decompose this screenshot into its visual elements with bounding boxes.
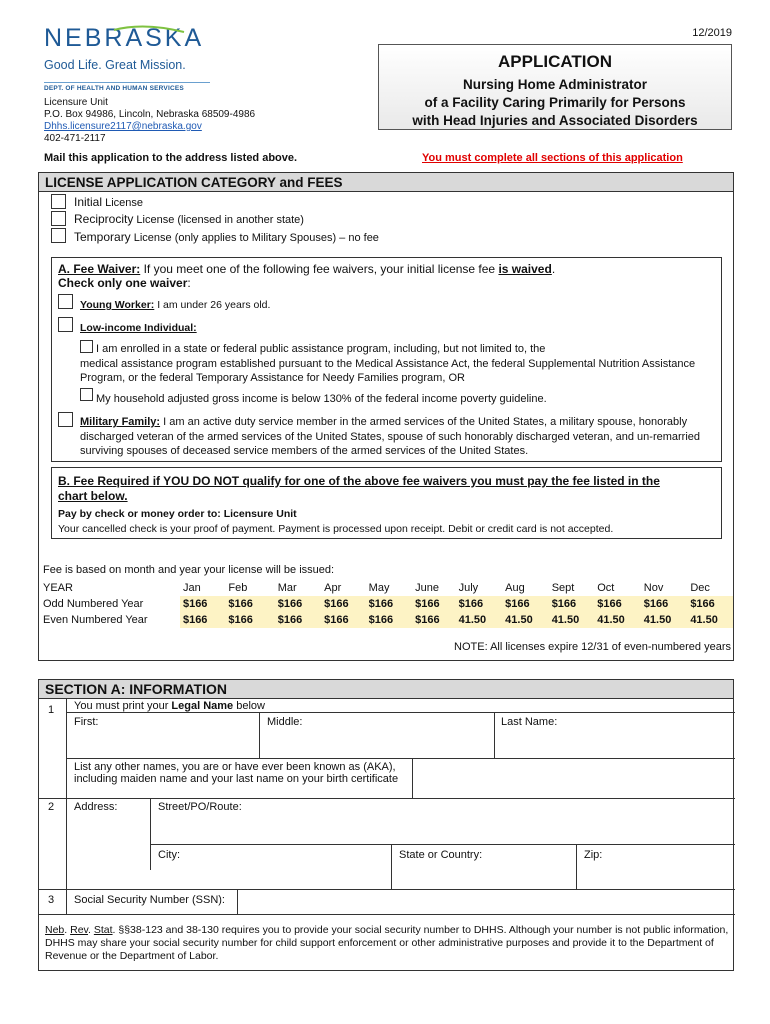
item-number-2: 2 bbox=[48, 801, 55, 813]
license-category-section bbox=[38, 172, 734, 661]
item-number-1: 1 bbox=[48, 704, 55, 716]
fee-cell: $166 bbox=[594, 596, 641, 612]
fee-cell: $166 bbox=[366, 596, 412, 612]
fee-cell: $166 bbox=[275, 612, 321, 628]
cell-divider bbox=[576, 844, 577, 889]
assistance-program-text-1: I am enrolled in a state or federal public assistance program, including, but not limited to, the bbox=[96, 343, 546, 355]
reciprocity-license-label: Reciprocity License (licensed in another state) bbox=[74, 212, 304, 226]
fee-cell: 41.50 bbox=[687, 612, 733, 628]
fee-table-header-row bbox=[39, 580, 733, 596]
fee-waiver-box bbox=[51, 257, 722, 462]
aka-label: List any other names, you are or have ever been known as (AKA), including maiden name and your last name on your birth certificate bbox=[74, 761, 399, 785]
legal-name-instruction: You must print your Legal Name below bbox=[74, 700, 265, 712]
payment-proof-note: Your cancelled check is your proof of payment. Payment is processed upon receipt. Debit or credit card is not accepted. bbox=[58, 523, 614, 535]
young-worker-label: Young Worker: I am under 26 years old. bbox=[80, 299, 271, 311]
year-header: YEAR bbox=[43, 582, 73, 594]
assistance-program-checkbox[interactable] bbox=[80, 340, 93, 353]
month-header: Dec bbox=[690, 582, 710, 594]
assistance-program-text-3: Program, or the federal Temporary Assistance for Needy Families program, OR bbox=[80, 372, 465, 384]
month-header: Oct bbox=[597, 582, 615, 594]
month-header: Aug bbox=[505, 582, 525, 594]
subtitle-line-2: of a Facility Caring Primarily for Persons bbox=[424, 95, 686, 110]
fee-cell: $166 bbox=[502, 596, 549, 612]
fee-cell: $166 bbox=[275, 596, 321, 612]
cell-divider bbox=[494, 712, 495, 758]
fee-cell: $166 bbox=[225, 596, 274, 612]
row-divider bbox=[66, 758, 735, 759]
fee-cell: 41.50 bbox=[549, 612, 595, 628]
odd-year-label: Odd Numbered Year bbox=[43, 598, 144, 610]
form-date: 12/2019 bbox=[692, 27, 732, 39]
must-complete-note: You must complete all sections of this application bbox=[422, 152, 683, 164]
number-column-divider bbox=[66, 699, 67, 914]
email-link[interactable]: Dhhs.licensure2117@nebraska.gov bbox=[44, 121, 202, 132]
middle-name-label: Middle: bbox=[267, 716, 303, 728]
fee-required-title: B. Fee Required if YOU DO NOT qualify for one of the above fee waivers you must pay the fee listed in the chart below. bbox=[58, 474, 660, 503]
month-header: Apr bbox=[324, 582, 342, 594]
fee-cell: $166 bbox=[180, 612, 225, 628]
fee-cell: $166 bbox=[225, 612, 274, 628]
first-name-label: First: bbox=[74, 716, 99, 728]
month-header: July bbox=[458, 582, 479, 594]
fee-cell: $166 bbox=[180, 596, 225, 612]
ssn-label: Social Security Number (SSN): bbox=[74, 894, 225, 906]
phone: 402-471-2117 bbox=[44, 133, 106, 144]
fee-cell: $166 bbox=[412, 612, 456, 628]
fee-cell: $166 bbox=[321, 612, 366, 628]
month-header: June bbox=[415, 582, 439, 594]
fee-cell: $166 bbox=[687, 596, 733, 612]
cell-divider bbox=[259, 712, 260, 758]
state-label: State or Country: bbox=[399, 849, 483, 861]
odd-year-row bbox=[39, 596, 733, 612]
fee-cell: 41.50 bbox=[594, 612, 641, 628]
nebraska-logo: NEBRASKA bbox=[44, 24, 205, 52]
cell-divider bbox=[237, 889, 238, 914]
assistance-program-text-2: medical assistance program established pursuant to the Medical Assistance Act, the federal Supplemental Nutrition Assistance bbox=[80, 358, 696, 370]
household-income-text: My household adjusted gross income is below 130% of the federal income poverty guideline. bbox=[96, 393, 547, 405]
last-name-label: Last Name: bbox=[501, 716, 558, 728]
month-header: Feb bbox=[228, 582, 248, 594]
item-number-3: 3 bbox=[48, 894, 55, 906]
fee-required-box bbox=[51, 467, 722, 539]
subtitle-line-1: Nursing Home Administrator bbox=[462, 77, 648, 92]
military-family-text-3: surviving spouses of deceased service members of the armed services of the United States. bbox=[80, 445, 529, 457]
household-income-checkbox[interactable] bbox=[80, 388, 93, 401]
military-family-text-2: discharged veteran of the armed services of the United States, spouse of such honorably discharged veteran, and un-remarried bbox=[80, 431, 701, 443]
street-label: Street/PO/Route: bbox=[158, 801, 242, 813]
military-family-text-1: Military Family: I am an active duty service member in the armed services of the United States, a military spouse, honorably bbox=[80, 416, 688, 428]
application-subtitle bbox=[379, 76, 731, 130]
po-box: P.O. Box 94986, Lincoln, Nebraska 68509-4986 bbox=[44, 109, 256, 120]
tagline: Good Life. Great Mission. bbox=[44, 58, 186, 72]
low-income-checkbox[interactable] bbox=[58, 317, 73, 332]
check-one-waiver: Check only one waiver: bbox=[58, 276, 191, 290]
even-year-label: Even Numbered Year bbox=[43, 614, 148, 626]
application-title: APPLICATION bbox=[498, 52, 612, 71]
section-a-information bbox=[38, 679, 734, 971]
fee-waiver-intro: A. Fee Waiver: If you meet one of the following fee waivers, your initial license fee is waived. bbox=[58, 262, 556, 276]
row-divider bbox=[150, 844, 735, 845]
section-a-heading: SECTION A: INFORMATION bbox=[39, 680, 733, 699]
reciprocity-license-checkbox[interactable] bbox=[51, 211, 66, 226]
initial-license-label: Initial License bbox=[74, 195, 143, 209]
pay-instructions: Pay by check or money order to: Licensure Unit bbox=[58, 508, 297, 520]
fee-cell: 41.50 bbox=[456, 612, 503, 628]
month-header: Nov bbox=[643, 582, 664, 594]
fee-cell: $166 bbox=[366, 612, 412, 628]
mailing-address bbox=[44, 97, 255, 145]
fee-cell: $166 bbox=[549, 596, 595, 612]
row-divider bbox=[66, 712, 735, 713]
unit-name: Licensure Unit bbox=[44, 97, 108, 108]
application-title-box bbox=[378, 44, 732, 130]
fee-cell: $166 bbox=[641, 596, 688, 612]
young-worker-checkbox[interactable] bbox=[58, 294, 73, 309]
fee-cell: 41.50 bbox=[641, 612, 688, 628]
fee-cell: $166 bbox=[456, 596, 503, 612]
mail-note: Mail this application to the address listed above. bbox=[44, 152, 298, 164]
cell-divider bbox=[150, 798, 151, 870]
address-label: Address: bbox=[74, 801, 118, 813]
ssn-statute-notice: Neb. Rev. Stat. §§38-123 and 38-130 requires you to provide your social security number to DHHS. Although your number is not public information, DHHS may share your social security number for child support enforcement or other administrative purposes and provide it to the Department of Revenue or the Department of Labor. bbox=[45, 924, 729, 962]
military-family-checkbox[interactable] bbox=[58, 412, 73, 427]
month-header: Sept bbox=[551, 582, 575, 594]
month-header: Jan bbox=[182, 582, 201, 594]
subtitle-line-3: with Head Injuries and Associated Disorders bbox=[412, 113, 698, 128]
fee-table bbox=[39, 580, 733, 628]
row-divider bbox=[39, 914, 735, 915]
temporary-license-checkbox[interactable] bbox=[51, 228, 66, 243]
initial-license-checkbox[interactable] bbox=[51, 194, 66, 209]
row-divider bbox=[39, 889, 735, 890]
city-label: City: bbox=[158, 849, 180, 861]
month-header: May bbox=[368, 582, 390, 594]
fee-cell: 41.50 bbox=[502, 612, 549, 628]
row-divider bbox=[39, 798, 735, 799]
cell-divider bbox=[391, 844, 392, 889]
fee-cell: $166 bbox=[412, 596, 456, 612]
expiration-note: NOTE: All licenses expire 12/31 of even-numbered years bbox=[454, 641, 731, 653]
license-category-heading: LICENSE APPLICATION CATEGORY and FEES bbox=[39, 173, 733, 192]
low-income-label: Low-income Individual: bbox=[80, 322, 197, 334]
even-year-row bbox=[39, 612, 733, 628]
month-header: Mar bbox=[277, 582, 297, 594]
department-name: DEPT. OF HEALTH AND HUMAN SERVICES bbox=[44, 82, 210, 92]
fee-table-caption: Fee is based on month and year your license will be issued: bbox=[43, 564, 335, 576]
fee-cell: $166 bbox=[321, 596, 366, 612]
temporary-license-label: Temporary License (only applies to Military Spouses) – no fee bbox=[74, 230, 379, 244]
cell-divider bbox=[412, 758, 413, 798]
zip-label: Zip: bbox=[584, 849, 603, 861]
